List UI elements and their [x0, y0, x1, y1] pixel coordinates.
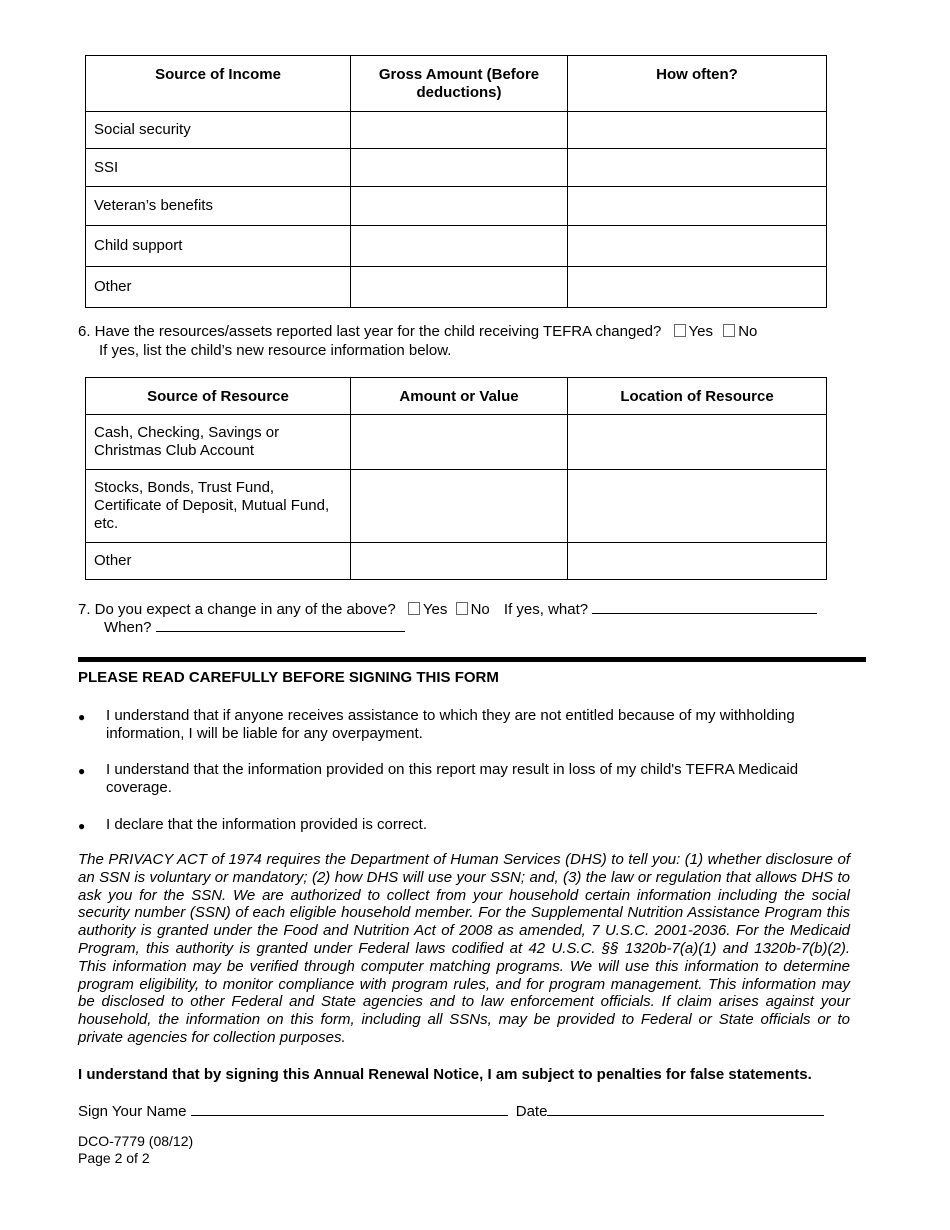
income-source-cell: Veteran’s benefits — [86, 187, 351, 226]
question-6-text: 6. Have the resources/assets reported last year for the child receiving TEFRA changed? — [78, 323, 662, 340]
question-7-text: 7. Do you expect a change in any of the above? — [78, 601, 396, 618]
table-row — [86, 267, 827, 308]
income-source-cell: Child support — [86, 226, 351, 267]
question-6-yes-checkbox[interactable] — [674, 324, 686, 337]
income-frequency-field[interactable] — [568, 267, 827, 308]
resource-location-field[interactable] — [568, 415, 827, 470]
resource-header-amount: Amount or Value — [351, 378, 568, 415]
question-7-what-field[interactable] — [592, 599, 817, 614]
date-field[interactable] — [547, 1101, 824, 1116]
page-number: Page 2 of 2 — [78, 1150, 150, 1166]
table-row — [86, 149, 827, 187]
table-row — [86, 226, 827, 267]
resource-source-cell: Other — [86, 543, 351, 580]
section-divider — [78, 657, 866, 662]
sign-name-field[interactable] — [191, 1101, 508, 1116]
bullet-text: I understand that the information provided on this report may result in loss of my child's TEFRA Medicaid coverage. — [106, 761, 799, 796]
resource-source-cell: Stocks, Bonds, Trust Fund, Certificate of Deposit, Mutual Fund, etc. — [86, 470, 351, 543]
question-7 — [78, 599, 817, 618]
question-7-when-field[interactable] — [156, 617, 405, 632]
bullet-text: I declare that the information provided is correct. — [106, 816, 427, 833]
question-7-no-label: No — [470, 601, 490, 618]
question-7-yes-checkbox[interactable] — [408, 602, 420, 615]
income-frequency-field[interactable] — [568, 149, 827, 187]
question-7-yes-label: Yes — [422, 601, 448, 618]
income-source-cell: SSI — [86, 149, 351, 187]
income-header-source: Source of Income — [86, 56, 351, 112]
bullet-icon: ● — [78, 764, 86, 778]
question-7-when-label: When? — [104, 619, 152, 636]
resource-amount-field[interactable] — [351, 543, 568, 580]
bullet-text: I understand that if anyone receives assistance to which they are not entitled because of my withholding information, I will be liable for any overpayment. — [106, 707, 795, 742]
resource-table — [85, 377, 827, 580]
table-row — [86, 470, 827, 543]
question-7-when — [104, 617, 405, 636]
table-row — [86, 415, 827, 470]
resource-amount-field[interactable] — [351, 470, 568, 543]
income-frequency-field[interactable] — [568, 187, 827, 226]
resource-location-field[interactable] — [568, 470, 827, 543]
form-number: DCO-7779 (08/12) — [78, 1133, 194, 1149]
question-6-no-label: No — [738, 323, 758, 340]
question-6-subtext: If yes, list the child’s new resource information below. — [99, 342, 452, 359]
income-amount-field[interactable] — [351, 187, 568, 226]
table-row — [86, 543, 827, 580]
income-amount-field[interactable] — [351, 112, 568, 149]
bullet-icon: ● — [78, 819, 86, 833]
list-item — [78, 816, 848, 834]
income-amount-field[interactable] — [351, 226, 568, 267]
income-frequency-field[interactable] — [568, 112, 827, 149]
income-frequency-field[interactable] — [568, 226, 827, 267]
penalty-statement: I understand that by signing this Annual Renewal Notice, I am subject to penalties for false statements. — [78, 1066, 812, 1083]
income-source-cell: Other — [86, 267, 351, 308]
resource-header-source: Source of Resource — [86, 378, 351, 415]
income-amount-field[interactable] — [351, 149, 568, 187]
income-source-cell: Social security — [86, 112, 351, 149]
question-6 — [78, 323, 757, 340]
income-header-gross: Gross Amount (Before deductions) — [351, 56, 568, 112]
privacy-act-paragraph: The PRIVACY ACT of 1974 requires the Department of Human Services (DHS) to tell you: (1) whether disclosure of an SSN is voluntary or mandatory; (2) how DHS will use your SSN; and, (3) the law or regulation that allows DHS to ask you for the SSN. We are authorized to collect from your household certain information including the social security number (SSN) of each eligible household member. For the Supplemental Nutrition Assistance Program this authority is granted under the Food and Nutrition Act of 2008 as amended, 7 U.S.C. 2001-2036. For the Medicaid Program, this authority is granted under Federal laws codified at 42 U.S.C. §§ 1320b-7(a)(1) and 1320b-7(b)(2). This information may be verified through computer matching programs. We will use this information to determine program eligibility, to monitor compliance with program rules, and for program management. This information may be disclosed to other Federal and State agencies and to law enforcement officials. If claim arises against your household, the information on this form, including all SSNs, may be provided to Federal or State officials or to private agencies for collection purposes. — [78, 851, 850, 1046]
question-6-yes-label: Yes — [688, 323, 714, 340]
question-7-if-yes-label: If yes, what? — [503, 601, 589, 618]
table-row — [86, 187, 827, 226]
income-amount-field[interactable] — [351, 267, 568, 308]
resource-location-field[interactable] — [568, 543, 827, 580]
bullet-icon: ● — [78, 710, 86, 724]
list-item — [78, 707, 848, 743]
date-label: Date — [515, 1103, 548, 1120]
resource-header-location: Location of Resource — [568, 378, 827, 415]
income-table — [85, 55, 827, 308]
notice-heading: PLEASE READ CAREFULLY BEFORE SIGNING THIS FORM — [78, 669, 499, 686]
signature-line — [78, 1101, 824, 1120]
resource-amount-field[interactable] — [351, 415, 568, 470]
question-7-no-checkbox[interactable] — [456, 602, 468, 615]
income-header-frequency: How often? — [568, 56, 827, 112]
list-item — [78, 761, 848, 797]
sign-name-label: Sign Your Name — [78, 1103, 187, 1120]
table-row — [86, 112, 827, 149]
question-6-no-checkbox[interactable] — [723, 324, 735, 337]
resource-source-cell: Cash, Checking, Savings or Christmas Club Account — [86, 415, 351, 470]
